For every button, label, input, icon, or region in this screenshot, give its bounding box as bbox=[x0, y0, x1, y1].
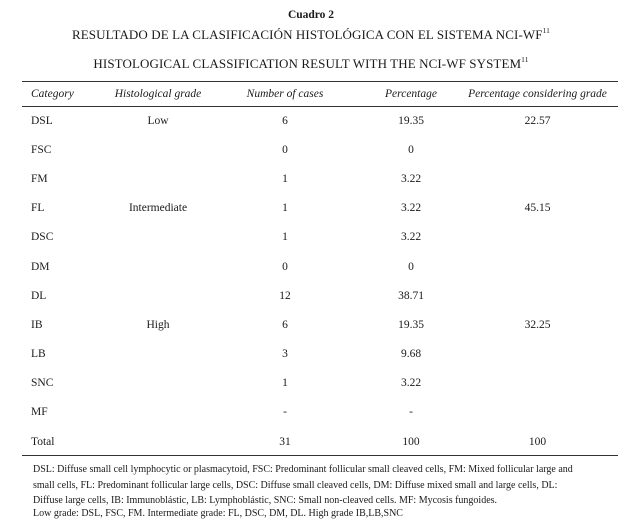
total-row bbox=[22, 427, 618, 456]
cell-percentage: 0 bbox=[408, 260, 414, 273]
cell-cases: 0 bbox=[282, 260, 288, 273]
cell-percentage-grade bbox=[457, 135, 618, 164]
cell-category: MF bbox=[31, 406, 48, 419]
cell-percentage-grade: 100 bbox=[528, 435, 547, 448]
grades-note: Low grade: DSL, FSC, FM. Intermediate grade: FL, DSC, DM, DL. High grade IB,LB,SNC bbox=[33, 508, 403, 519]
cell-category: DL bbox=[31, 289, 47, 302]
cell-cases: 0 bbox=[282, 143, 288, 156]
table-row bbox=[22, 398, 618, 427]
cell-percentage: 3.22 bbox=[400, 202, 422, 215]
table-title-english: HISTOLOGICAL CLASSIFICATION RESULT WITH THE NCI-WF SYSTEM$^{11}$ bbox=[93, 55, 529, 71]
cell-grade bbox=[111, 369, 205, 398]
header-cases: Number of cases bbox=[246, 88, 324, 100]
cell-grade: High bbox=[146, 318, 170, 331]
note-line: DSL: Diffuse small cell lymphocytic or plasmacytoid, FSC: Predominant follicular small cleaved cells, FM: Mixed follicular large and bbox=[33, 464, 573, 475]
cell-cases: - bbox=[283, 406, 287, 419]
cell-percentage: 3.22 bbox=[400, 231, 422, 244]
table-label: Cuadro 2 bbox=[287, 9, 335, 21]
cell-category: SNC bbox=[31, 377, 54, 390]
cell-cases: 6 bbox=[282, 318, 288, 331]
reference-superscript: 11 bbox=[521, 55, 529, 64]
cell-percentage-grade bbox=[457, 223, 618, 252]
table-row bbox=[22, 106, 618, 135]
table-row bbox=[22, 310, 618, 339]
cell-cases: 1 bbox=[282, 172, 288, 185]
cell-percentage: 100 bbox=[402, 435, 420, 448]
cell-percentage-grade bbox=[457, 252, 618, 281]
header-row bbox=[22, 82, 618, 106]
table-row bbox=[22, 194, 618, 223]
table-row bbox=[22, 135, 618, 164]
cell-cases: 31 bbox=[279, 435, 291, 448]
cell-grade bbox=[111, 427, 205, 456]
abbreviations-note bbox=[33, 462, 573, 509]
cell-percentage: 38.71 bbox=[398, 289, 424, 302]
header-grade: Histological grade bbox=[114, 88, 202, 100]
cell-cases: 6 bbox=[282, 114, 288, 127]
cell-category: Total bbox=[31, 435, 55, 448]
cell-grade bbox=[111, 135, 205, 164]
table-row bbox=[22, 252, 618, 281]
cell-percentage-grade bbox=[457, 398, 618, 427]
header-percentage-grade: Percentage considering grade bbox=[468, 88, 607, 100]
note-line: small cells, FL: Predominant follicular large cells, DSC: Diffuse small cleaved cells, DM: Diffuse mixed small and large cells, DL: bbox=[33, 479, 558, 491]
table-row bbox=[22, 340, 618, 369]
cell-percentage: 3.22 bbox=[400, 377, 422, 390]
table-row bbox=[22, 223, 618, 252]
cell-category: LB bbox=[31, 348, 46, 361]
cell-percentage-grade bbox=[457, 369, 618, 398]
cell-percentage-grade bbox=[457, 164, 618, 193]
header-category: Category bbox=[31, 88, 74, 100]
note-line: Diffuse large cells, IB: Immunoblástic, LB: Lymphoblástic, SNC: Small non-cleaved cells. MF: Mycosis fungoides. bbox=[33, 495, 498, 506]
cell-cases: 12 bbox=[279, 289, 291, 302]
cell-grade: Intermediate bbox=[128, 202, 188, 215]
cell-grade bbox=[111, 223, 205, 252]
cell-percentage: 19.35 bbox=[398, 114, 424, 127]
cell-category: DSC bbox=[31, 231, 54, 244]
table-title-spanish: RESULTADO DE LA CLASIFICACIÓN HISTOLÓGICA CON EL SISTEMA NCI-WF$^{11}$ bbox=[71, 26, 551, 42]
cell-cases: 1 bbox=[282, 202, 288, 215]
cell-percentage-grade bbox=[457, 281, 618, 310]
cell-percentage: 19.35 bbox=[398, 318, 424, 331]
cell-category: IB bbox=[31, 318, 43, 331]
cell-grade: Low bbox=[147, 114, 169, 127]
table-row bbox=[22, 369, 618, 398]
cell-grade bbox=[111, 340, 205, 369]
cell-category: FSC bbox=[31, 143, 52, 156]
cell-percentage-grade: 22.57 bbox=[524, 114, 551, 127]
reference-superscript: 11 bbox=[542, 26, 551, 35]
cell-cases: 3 bbox=[282, 348, 288, 361]
cell-cases: 1 bbox=[282, 231, 288, 244]
table-row bbox=[22, 164, 618, 193]
cell-percentage-grade: 32.25 bbox=[524, 318, 551, 331]
cell-grade bbox=[111, 164, 205, 193]
cell-category: FM bbox=[31, 172, 48, 185]
cell-grade bbox=[111, 398, 205, 427]
table-row bbox=[22, 281, 618, 310]
cell-percentage: 9.68 bbox=[400, 348, 422, 361]
cell-percentage-grade: 45.15 bbox=[524, 202, 551, 215]
cell-category: DSL bbox=[31, 114, 53, 127]
cell-category: DM bbox=[31, 260, 50, 273]
cell-category: FL bbox=[31, 202, 45, 215]
cell-percentage: - bbox=[409, 406, 413, 419]
classification-table bbox=[22, 82, 618, 456]
cell-percentage: 0 bbox=[408, 143, 414, 156]
cell-grade bbox=[111, 252, 205, 281]
cell-percentage-grade bbox=[457, 340, 618, 369]
cell-percentage: 3.22 bbox=[400, 172, 422, 185]
cell-cases: 1 bbox=[282, 377, 288, 390]
header-percentage: Percentage bbox=[385, 88, 437, 100]
cell-grade bbox=[111, 281, 205, 310]
